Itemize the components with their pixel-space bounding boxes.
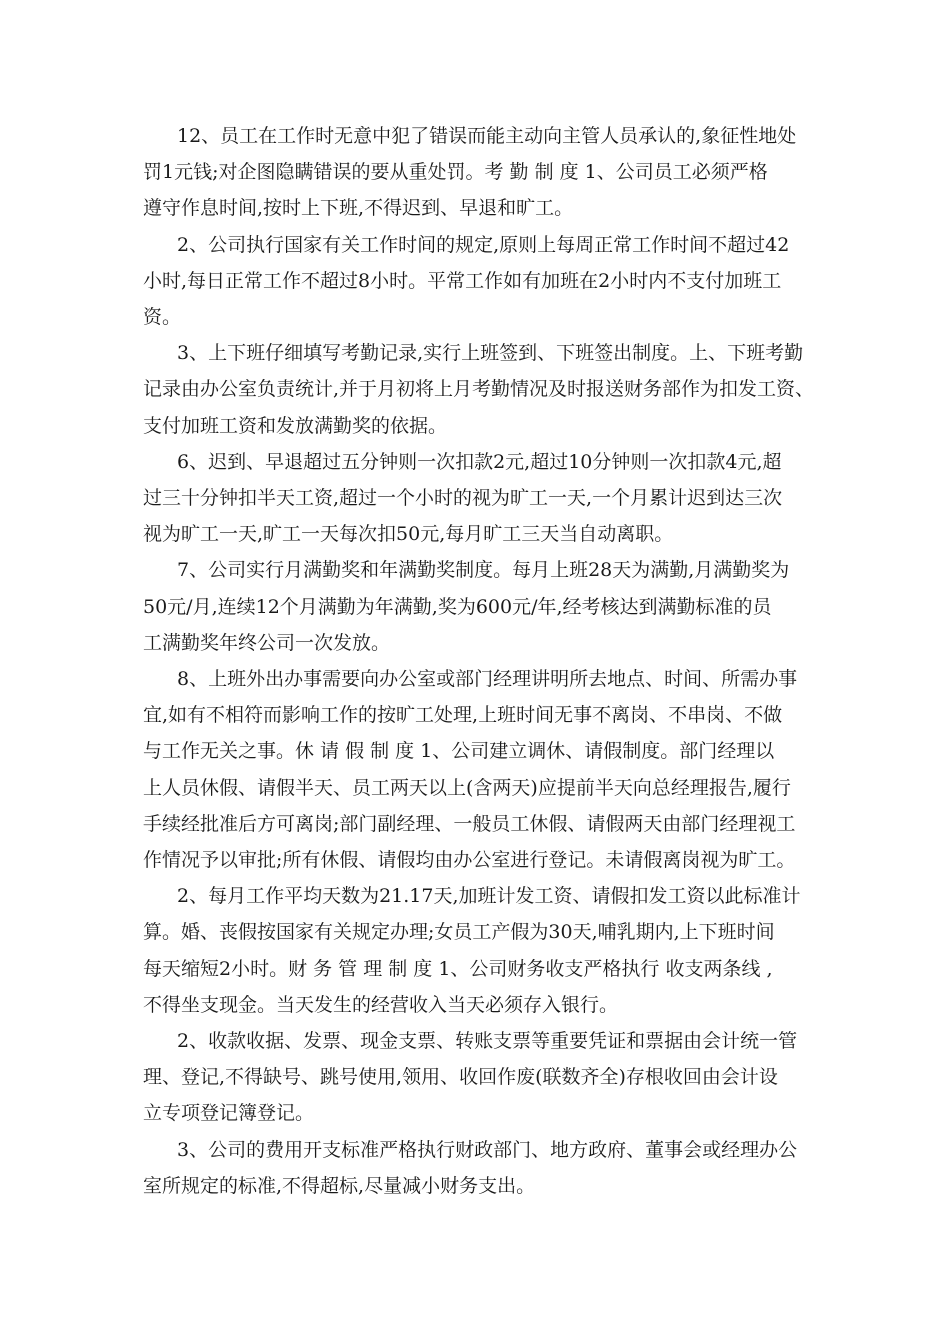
- text-line: 2、公司执行国家有关工作时间的规定,原则上每周正常工作时间不超过42: [177, 233, 790, 256]
- paragraph-7: [143, 878, 833, 1023]
- paragraph-6: [143, 661, 833, 878]
- document-body: [143, 118, 833, 1204]
- text-line: 手续经批准后方可离岗;部门副经理、一般员工休假、请假两天由部门经理视工: [143, 812, 796, 835]
- text-line: 工满勤奖年终公司一次发放。: [143, 631, 391, 654]
- paragraph-8: [143, 1023, 833, 1132]
- text-line: 2、每月工作平均天数为21.17天,加班计发工资、请假扣发工资以此标准计: [177, 885, 801, 908]
- text-line: 12、员工在工作时无意中犯了错误而能主动向主管人员承认的,象征性地处: [177, 125, 797, 147]
- text-line: 不得坐支现金。当天发生的经营收入当天必须存入银行。: [143, 993, 619, 1016]
- text-line: 立专项登记簿登记。: [143, 1102, 315, 1125]
- text-line: 室所规定的标准,不得超标,尽量减小财务支出。: [143, 1174, 536, 1197]
- text-line: 小时,每日正常工作不超过8小时。平常工作如有加班在2小时内不支付加班工: [143, 269, 782, 292]
- text-line: 宜,如有不相符而影响工作的按旷工处理,上班时间无事不离岗、不串岗、不做: [143, 704, 783, 727]
- text-line: 理、登记,不得缺号、跳号使用,领用、收回作废(联数齐全)存根收回由会计设: [143, 1066, 778, 1089]
- text-line: 视为旷工一天,旷工一天每次扣50元,每月旷工三天当自动离职。: [143, 523, 674, 546]
- text-line: 算。婚、丧假按国家有关规定办理;女员工产假为30天,哺乳期内,上下班时间: [143, 921, 775, 944]
- text-line: 过三十分钟扣半天工资,超过一个小时的视为旷工一天,一个月累计迟到达三次: [143, 487, 783, 510]
- paragraph-2: [143, 227, 833, 336]
- paragraph-9: [143, 1132, 833, 1204]
- text-line: 与工作无关之事。休 请 假 制 度 1、公司建立调休、请假制度。部门经理以: [143, 740, 775, 763]
- paragraph-3: [143, 335, 833, 444]
- text-line: 记录由办公室负责统计,并于月初将上月考勤情况及时报送财务部作为扣发工资、: [143, 378, 815, 401]
- paragraph-4: [143, 444, 833, 553]
- text-line: 支付加班工资和发放满勤奖的依据。: [143, 414, 448, 437]
- text-line: 6、迟到、早退超过五分钟则一次扣款2元,超过10分钟则一次扣款4元,超: [177, 450, 782, 473]
- text-line: 罚1元钱;对企图隐瞒错误的要从重处罚。考 勤 制 度 1、公司员工必须严格: [143, 161, 768, 184]
- text-line: 7、公司实行月满勤奖和年满勤奖制度。每月上班28天为满勤,月满勤奖为: [177, 559, 790, 582]
- text-line: 每天缩短2小时。财 务 管 理 制 度 1、公司财务收支严格执行 收支两条线 ,: [143, 957, 773, 980]
- text-line: 50元/月,连续12个月满勤为年满勤,奖为600元/年,经考核达到满勤标准的员: [143, 595, 772, 618]
- text-line: 遵守作息时间,按时上下班,不得迟到、早退和旷工。: [143, 197, 574, 220]
- paragraph-5: [143, 552, 833, 661]
- text-line: 3、公司的费用开支标准严格执行财政部门、地方政府、董事会或经理办公: [177, 1138, 798, 1161]
- text-line: 3、上下班仔细填写考勤记录,实行上班签到、下班签出制度。上、下班考勤: [177, 342, 804, 365]
- text-line: 上人员休假、请假半天、员工两天以上(含两天)应提前半天向总经理报告,履行: [143, 776, 791, 799]
- text-line: 作情况予以审批;所有休假、请假均由办公室进行登记。未请假离岗视为旷工。: [143, 849, 796, 872]
- text-line: 资。: [143, 306, 182, 329]
- text-line: 8、上班外出办事需要向办公室或部门经理讲明所去地点、时间、所需办事: [177, 668, 798, 691]
- text-line: 2、收款收据、发票、现金支票、转账支票等重要凭证和票据由会计统一管: [177, 1030, 798, 1053]
- paragraph-1: [143, 118, 833, 227]
